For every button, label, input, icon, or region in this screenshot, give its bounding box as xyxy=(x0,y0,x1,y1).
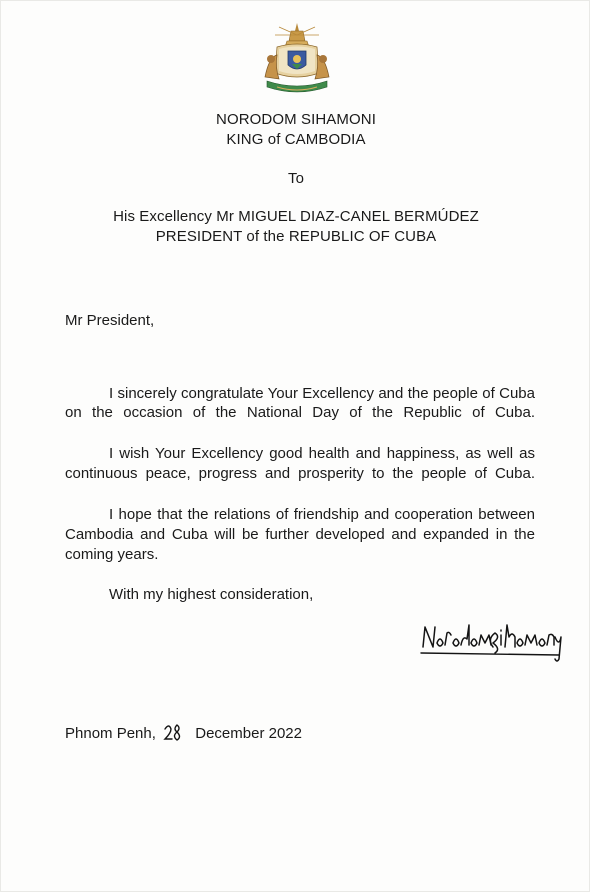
sender-title: KING of CAMBODIA xyxy=(226,131,366,148)
place-date xyxy=(65,723,302,742)
royal-arms-of-cambodia-icon xyxy=(257,21,337,99)
to-label: To xyxy=(287,170,305,187)
paragraph-3-line-1: I hope that the relations of friendship and cooperation between xyxy=(109,506,535,523)
handwritten-day xyxy=(163,723,185,741)
paragraph-2-line-2: continuous peace, progress and prosperity to the people of Cuba. xyxy=(65,465,535,482)
salutation: Mr President, xyxy=(65,312,155,329)
paragraph-1-line-2: on the occasion of the National Day of the Republic of Cuba. xyxy=(65,404,535,421)
recipient-line-1: His Excellency Mr MIGUEL DIAZ-CANEL BERMÚDEZ xyxy=(113,208,479,225)
paragraph-3-line-3: coming years. xyxy=(65,546,159,563)
closing: With my highest consideration, xyxy=(109,586,314,603)
handwritten-signature xyxy=(417,617,567,663)
paragraph-1-line-1: I sincerely congratulate Your Excellency and the people of Cuba xyxy=(109,385,535,402)
place: Phnom Penh, xyxy=(65,725,156,742)
recipient-line-2: PRESIDENT of the REPUBLIC OF CUBA xyxy=(155,228,437,245)
month-year: December 2022 xyxy=(195,725,302,742)
paragraph-2-line-1: I wish Your Excellency good health and happiness, as well as xyxy=(109,445,535,462)
sender-name: NORODOM SIHAMONI xyxy=(216,111,376,128)
paragraph-3-line-2: Cambodia and Cuba will be further developed and expanded in the xyxy=(65,526,535,543)
